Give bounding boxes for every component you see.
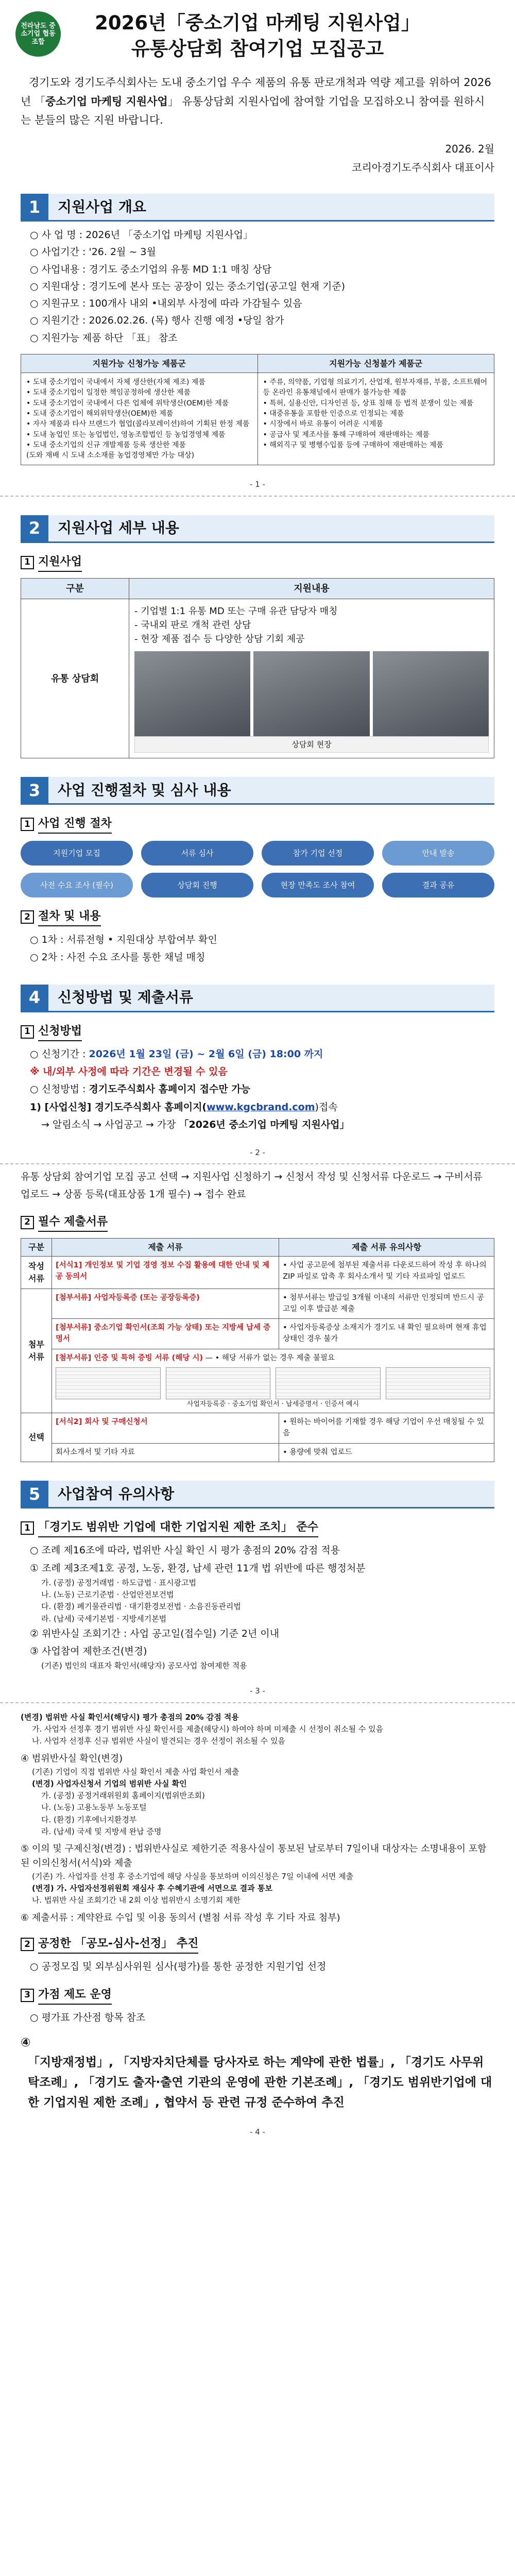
documents-table — [21, 1238, 494, 1463]
violation-details: (변경) 법위반 사실 확인서(해당시) 평가 총점의 20% 감점 적용 가. 사업자 선정후 경기 범위반 사실 확인서를 제출(해당시) 하여야 하며 미제출 시 선정이 취소될 수 있음 나. 사업자 선정후 신규 법위반 사실이 발견되는 경우 선정이 취소될 수 있음 ④ 범위반사실 확인(변경) (기존) 기업이 직접 법위반 사실 확인서 제출 사업 확인서 제출 (변경) 사업자신청서 기업의 범위반 사실 확인 가. (공정) 공정거래위원회 홈페이지(법위반조회) 나. (노동) 고용노동부 노동포털 다. (환경) 기후에너지환경부 라. (납세) 국세 및 지방세 완납 증명 ⑤ 이의 및 구제신청(변경) : 법위반사실로 제한기준 적용사실이 통보된 날로부터 7일이내 대상자는 소명내용이 포함된 이의신청서(서식)와 제출 (기존) 가. 사업자를 선정 후 중소기업에 해당 사실을 통보하며 이의신청은 7일 이내에 서면 제출 (변경) 가. 사업자선정위원회 재심사 후 수혜기관에 서면으로 결과 통보 나. 법위반 사실 조회기간 내 2회 이상 법위반시 소명기회 제한 ⑥ 제출서류 : 계약완료 수입 및 이용 동의서 (별첨 서류 작성 후 기타 자료 첨부) — [21, 1712, 487, 1923]
table-cell: • 주류, 의약품, 기업형 의료기기, 산업재, 원부자재류, 부품, 소프트웨어 등 온라인 유통채널에서 판매가 불가능한 제품 • 특허, 실용신안, 디자인권 등, 상표 침해 등 법적 분쟁이 있는 제품 • 대중유통을 포함한 인증으로 인정되는 제품 • 시장에서 바로 유통이 어려운 시제품 • 공급사 및 제조사를 통해 구매하여 재판매하는 제품 • 해외직구 및 병행수입품 등에 구매하여 재판매하는 제품 — [258, 373, 494, 465]
flow-step: 안내 발송 — [382, 841, 494, 866]
table-row: 첨부 서류 [첨부서류] 사업자등록증 (또는 공장등록증) • 첨부서류는 발급일 3개월 이내의 서류만 인정되며 반드시 공고일 이후 발급분 제출 — [21, 1289, 494, 1319]
flow-step: 사전 수요 조사 (필수) — [21, 873, 133, 897]
list-item: ○ 지원규모 : 100개사 내외 •내외부 사정에 따라 가감될수 있음 — [30, 298, 302, 310]
flow-step: 상담회 진행 — [141, 873, 253, 897]
section-number: 3 — [21, 777, 48, 803]
compliance-rules: ○ 조례 제16조에 따라, 법위반 사실 확인 시 평가 총점의 20% 감점 적용 ① 조례 제3조제1호 공정, 노동, 환경, 납세 관련 11개 법 위반에 따른 행정처분 가. (공정) 공정거래법 · 하도급법 · 표시광고법 나. (노동) 근로기준법 · 산업안전보건법 다. (환경) 폐기물관리법 · 대기환경보전법 · 소음진동관리법 라. (납세) 국세기본법 · 지방세기본법 ② 위반사실 조회기간 : 사업 공고일(접수일) 기준 2년 이내 ③ 사업참여 제한조건(변경) (기존) 법인의 대표자 확인서(해당자) 공모사업 참여제한 적용 — [30, 1545, 366, 1671]
table-row: [첨부서류] 중소기업 확인서(조회 가능 상태) 또는 지방세 납세 증명서 • 사업자등록증상 소재지가 경기도 내 확인 필요하며 현재 휴업 상태인 경우 불가 — [21, 1319, 494, 1349]
list-item: ○ 지원대상 : 경기도에 본사 또는 공장이 있는 중소기업(공고일 현재 기준) — [30, 280, 346, 292]
title-line-2: 유통상담회 참여기업 모집공고 — [131, 37, 384, 60]
section-number: 1 — [21, 194, 48, 220]
flow-step: 서류 심사 — [141, 841, 253, 866]
page-number: - 4 - — [250, 2127, 265, 2137]
subsection-title: 1 「경기도 범위반 기업에 대한 기업지원 제한 조치」 준수 — [21, 1519, 494, 1537]
application-steps: 유통 상담회 참여기업 모집 공고 선택 → 지원사업 신청하기 → 신청서 작성 및 신청서류 다운로드 → 구비서류 업로드 → 상품 등록(대표상품 1개 필수) → 접수 완료 — [21, 1171, 483, 1200]
announcement-date: 2026. 2월 — [445, 143, 494, 156]
section-2-header — [21, 515, 494, 543]
table-header: 구분 — [21, 578, 129, 599]
section-5-header — [21, 1481, 494, 1509]
page-number: - 3 - — [250, 1686, 265, 1696]
list-item: ○ 사업기간 : '26. 2월 ~ 3월 — [30, 246, 156, 258]
list-item: ○ 지원가능 제품 하단 「표」 참조 — [30, 332, 178, 344]
period-note: ※ 내/외부 사정에 따라 기간은 변경될 수 있음 — [30, 1066, 228, 1078]
document-thumbnails — [56, 1367, 490, 1399]
final-regulations: 「지방재정법」, 「지방자치단체를 당사자로 하는 계약에 관한 법률」, 「경기도 사무위탁조례」, 「경기도 출자·출연 기관의 운영에 관한 기본조례」, 「경기도 범위반기업에 대한 기업지원 제한 조례」, 협약서 등 관련 규정 준수하여 추진 — [28, 2055, 492, 2109]
intro-pre: 경기도와 경기도주식회사는 도내 중소기업 우수 제품의 유통 판로개척과 역량 제고를 위하여 2026년 「 — [21, 76, 491, 108]
row-label: 유통 상담회 — [21, 599, 129, 758]
list-item: ○ 1차 : 서류전형 • 지원대상 부합여부 확인 — [30, 934, 217, 946]
intro-paragraph — [21, 73, 494, 130]
section-number: 2 — [21, 515, 48, 541]
thumb-caption: 사업자등록증 · 중소기업 확인서 · 납세증명서 · 인증서 예시 — [186, 1400, 359, 1408]
page-divider — [0, 1163, 515, 1164]
process-flow — [21, 841, 494, 897]
table-header: 지원내용 — [129, 578, 494, 599]
intro-bold: 중소기업 마케팅 지원사업 — [45, 95, 168, 108]
section-title: 지원사업 세부 내용 — [48, 515, 494, 541]
table-row: [첨부서류] 인증 및 특허 증빙 서류 (해당 시) — • 해당 서류가 없는 경우 제출 불필요 사업자등록증 · 중소기업 확인서 · 납세증명서 · 인증서 예시 — [21, 1349, 494, 1413]
event-photos — [134, 651, 489, 736]
page-divider — [0, 1702, 515, 1703]
section-1-header — [21, 194, 494, 222]
flow-step: 지원기업 모집 — [21, 841, 133, 866]
subsection-title: 2 필수 제출서류 — [21, 1213, 494, 1232]
flow-step: 결과 공유 — [382, 873, 494, 897]
flow-step: 현장 만족도 조사 참여 — [262, 873, 374, 897]
subsection-title: 2 공정한 「공모-심사-선정」 추진 — [21, 1935, 494, 1954]
regulation-header: ④ — [21, 2036, 31, 2049]
table-header: 제출 서류 유의사항 — [279, 1238, 494, 1256]
steps-list — [21, 931, 494, 966]
application-method: ○ 신청기간 : 2026년 1월 23일 (금) ~ 2월 6일 (금) 18:00 까지 ※ 내/외부 사정에 따라 기간은 변경될 수 있음 ○ 신청방법 : 경기도주식회사 홈페이지 접수만 가능 1) [사업신청] 경기도주식회사 홈페이지(www.kgcbrand.com)접속 → 알림소식 → 사업공고 → 가장 「2026년 중소기업 마케팅 지원사업」 — [21, 1045, 494, 1133]
page-divider — [0, 496, 515, 497]
section-title: 사업참여 유의사항 — [48, 1481, 494, 1507]
section-3-header — [21, 777, 494, 805]
photo-caption: 상담회 현장 — [134, 736, 489, 753]
subsection-title: 1 신청방법 — [21, 1023, 494, 1041]
table-header: 지원가능 신청가능 제품군 — [21, 354, 258, 372]
table-header: 지원가능 신청불가 제품군 — [258, 354, 494, 372]
section-title: 지원사업 개요 — [48, 194, 494, 220]
section-title: 사업 진행절차 및 심사 내용 — [48, 777, 494, 803]
table-row: 작성 서류 [서식1] 개인정보 및 기업 경영 정보 수집 활용에 대한 안내 및 제공 동의서 • 사업 공고문에 첨부된 제출서류 다운로드하여 작성 후 하나의 ZIP 파일로 압축 후 회사소개서 및 기타 자료파일 업로드 — [21, 1256, 494, 1289]
list-item: ○ 지원기간 : 2026.02.26. (목) 행사 진행 예정 •당일 참가 — [30, 315, 284, 327]
subsection-title: 3 가점 제도 운영 — [21, 1986, 494, 2005]
flow-step: 참가 기업 선정 — [262, 841, 374, 866]
page-number: - 2 - — [250, 1147, 265, 1157]
section-title: 신청방법 및 제출서류 — [48, 985, 494, 1011]
subsection-title: 1 지원사업 — [21, 553, 494, 572]
section-4-header — [21, 985, 494, 1012]
table-row: 선택 [서식2] 회사 및 구매신청서 • 원하는 바이어를 기재할 경우 해당 기업이 우선 매칭될 수 있음 — [21, 1413, 494, 1444]
table-header: 구분 — [21, 1238, 52, 1256]
list-item: ○ 2차 : 사전 수요 조사를 통한 채널 매칭 — [30, 951, 205, 963]
page-number: - 1 - — [250, 480, 265, 489]
table-header: 제출 서류 — [52, 1238, 279, 1256]
table-cell: - 기업별 1:1 유통 MD 또는 구매 유관 담당자 매칭 - 국내외 판로 개척 관련 상담 - 현장 제품 접수 등 다양한 상담 기회 제공 상담회 현장 — [129, 599, 494, 758]
section-number: 5 — [21, 1481, 48, 1507]
overview-list — [21, 227, 494, 347]
table-cell: • 도내 중소기업이 국내에서 자체 생산한(자체 제조) 제품 • 도내 중소기업이 일정한 책임공정하에 생산한 제품 • 도내 중소기업이 국내에서 다른 업체에 위탁생산(OEM)한 제품 • 도내 중소기업이 해외위탁생산(OEM)한 제품 • 자사 제품과 타사 브랜드가 협업(콜라보레이션)하여 기획된 한정 제품 • 도내 농업인 또는 농업법인, 영농조합법인 등 농업경영체 제품 • 도내 중소기업의 신규 개발제품 등록 생산한 제품 (도와 재배 시 도내 소소재를 농업경영체만 가능 대상) — [21, 373, 258, 465]
intro-post: 」 유통상담회 지원사업에 참여할 기업을 모집하오니 참여를 원하시는 분들의 많은 지원 바랍니다. — [21, 95, 485, 127]
organization-logo: 전라남도 중소기업 협동조합 — [15, 11, 61, 57]
signature: 코리아경기도주식회사 대표이사 — [352, 161, 494, 174]
title-line-1: 2026년「중소기업 마케팅 지원사업」 — [95, 12, 420, 34]
support-detail-table — [21, 578, 494, 759]
list-item: ○ 사 업 명 : 2026년 「중소기업 마케팅 지원사업」 — [30, 229, 253, 241]
subsection-title: 2 절차 및 내용 — [21, 908, 494, 926]
list-item: ○ 사업내용 : 경기도 중소기업의 유통 MD 1:1 매칭 상담 — [30, 263, 272, 275]
homepage-link[interactable]: www.kgcbrand.com — [207, 1101, 315, 1113]
subsection-title: 1 사업 진행 절차 — [21, 815, 494, 834]
page-title — [21, 0, 494, 62]
fairness-text: ○ 공정모집 및 외부심사위원 심사(평가)를 통한 공정한 지원기업 선정 — [30, 1961, 327, 1973]
section-number: 4 — [21, 985, 48, 1011]
bonus-text: ○ 평가표 가산점 항목 참조 — [30, 2011, 146, 2023]
table-row: 회사소개서 및 기타 자료 • 용량에 맞춰 업로드 — [21, 1443, 494, 1462]
application-period: 2026년 1월 23일 (금) ~ 2월 6일 (금) 18:00 까지 — [89, 1048, 323, 1060]
eligible-products-table — [21, 354, 494, 466]
